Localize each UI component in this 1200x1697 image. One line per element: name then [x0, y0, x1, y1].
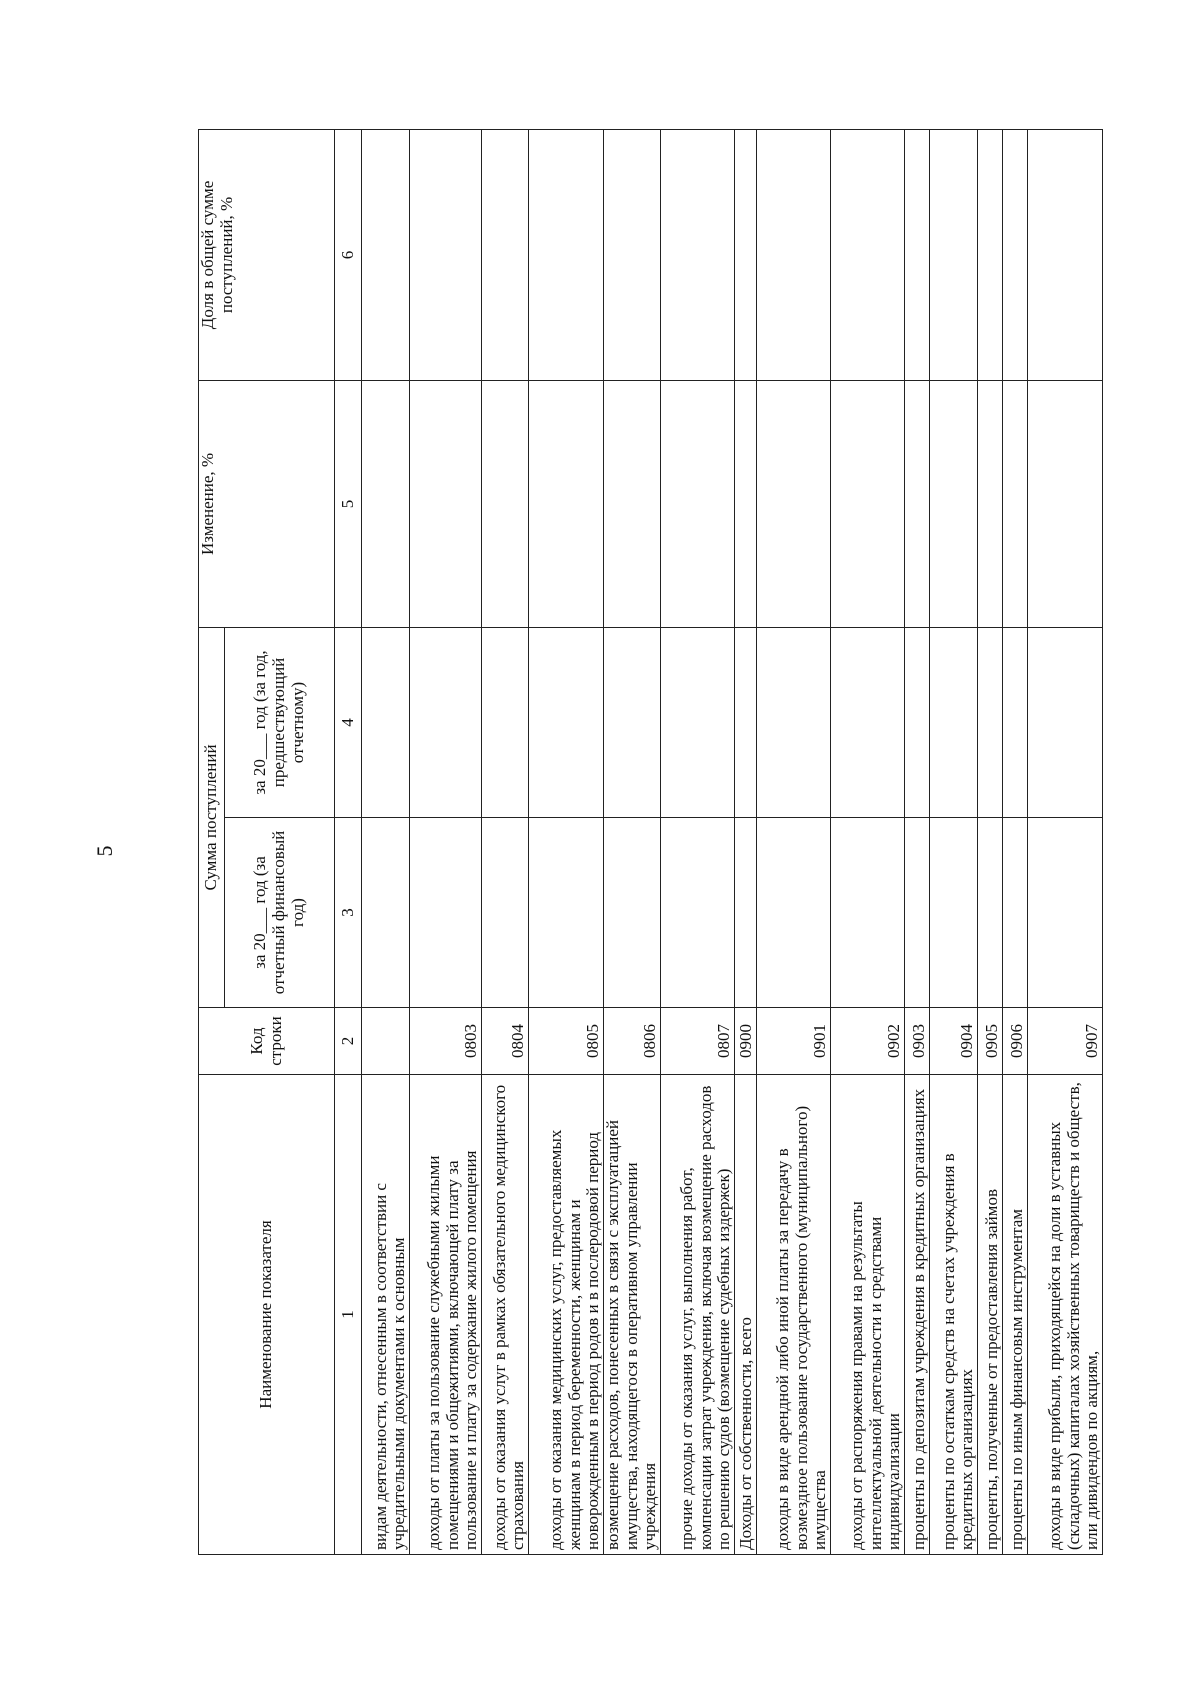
value-change — [604, 380, 661, 627]
row-code: 0803 — [410, 1008, 482, 1075]
column-number: 6 — [335, 129, 362, 380]
table-row — [482, 129, 529, 1554]
value-current — [735, 818, 757, 1008]
value-previous — [757, 627, 831, 817]
value-share — [757, 129, 831, 380]
value-change — [1003, 380, 1028, 627]
row-name: доходы в виде прибыли, приходящейся на доли в уставных (складочных) капиталах хозяйственных товариществ и обществ, или дивидендов по акциям, — [1028, 1075, 1103, 1555]
table-rotated-container — [198, 130, 1102, 1555]
value-current — [905, 818, 930, 1008]
row-code: 0807 — [661, 1008, 735, 1075]
row-code: 0805 — [529, 1008, 604, 1075]
value-change — [905, 380, 930, 627]
value-previous — [930, 627, 978, 817]
value-share — [661, 129, 735, 380]
row-code: 0900 — [735, 1008, 757, 1075]
value-change — [661, 380, 735, 627]
row-name: Доходы от собственности, всего — [735, 1075, 757, 1555]
value-previous — [1003, 627, 1028, 817]
row-code: 0804 — [482, 1008, 529, 1075]
value-current — [482, 818, 529, 1008]
row-name: доходы от платы за пользование служебными жилыми помещениями и общежитиями, включающей плату за пользование и плату за содержание жилого помещения — [410, 1075, 482, 1555]
row-name: проценты по иным финансовым инструментам — [1003, 1075, 1028, 1555]
row-code: 0902 — [831, 1008, 905, 1075]
value-current — [661, 818, 735, 1008]
row-code: 0901 — [757, 1008, 831, 1075]
value-change — [529, 380, 604, 627]
table-row — [529, 129, 604, 1554]
value-previous — [735, 627, 757, 817]
row-name: доходы в виде арендной либо иной платы за передачу в возмездное пользование государственного (муниципального) имущества — [757, 1075, 831, 1555]
value-change — [362, 380, 410, 627]
row-code: 0907 — [1028, 1008, 1103, 1075]
value-previous — [362, 627, 410, 817]
header-name: Наименование показателя — [199, 1075, 335, 1555]
row-name: проценты по остаткам средств на счетах учреждения в кредитных организациях — [930, 1075, 978, 1555]
value-change — [410, 380, 482, 627]
value-previous — [410, 627, 482, 817]
value-share — [604, 129, 661, 380]
value-current — [529, 818, 604, 1008]
value-share — [482, 129, 529, 380]
table-row — [735, 129, 757, 1554]
value-share — [831, 129, 905, 380]
value-previous — [661, 627, 735, 817]
row-name: прочие доходы от оказания услуг, выполнения работ, компенсации затрат учреждения, включая возмещение расходов по решению судов (возмещение судебных издержек) — [661, 1075, 735, 1555]
value-previous — [978, 627, 1003, 817]
table-row — [757, 129, 831, 1554]
value-current — [410, 818, 482, 1008]
value-current — [1003, 818, 1028, 1008]
column-number: 4 — [335, 627, 362, 817]
row-code: 0906 — [1003, 1008, 1028, 1075]
value-share — [1003, 129, 1028, 380]
value-current — [930, 818, 978, 1008]
value-previous — [604, 627, 661, 817]
value-current — [757, 818, 831, 1008]
row-name: проценты, полученные от предоставления займов — [978, 1075, 1003, 1555]
header-sum-previous: за 20___ год (за год, предшествующий отчетному) — [225, 627, 335, 817]
value-change — [978, 380, 1003, 627]
header-code: Код строки — [199, 1008, 335, 1075]
value-current — [831, 818, 905, 1008]
income-table — [198, 129, 1103, 1555]
value-share — [978, 129, 1003, 380]
row-name: возмещение расходов, понесенных в связи с эксплуатацией имущества, находящегося в оперативном управлении учреждения — [604, 1075, 661, 1555]
value-previous — [482, 627, 529, 817]
row-name: проценты по депозитам учреждения в кредитных организациях — [905, 1075, 930, 1555]
table-row — [362, 129, 410, 1554]
header-share: Доля в общей сумме поступлений, % — [199, 129, 335, 380]
value-share — [905, 129, 930, 380]
value-current — [1028, 818, 1103, 1008]
value-change — [482, 380, 529, 627]
column-numbers-row — [335, 129, 362, 1554]
row-name: доходы от оказания медицинских услуг, предоставляемых женщинам в период беременности, женщинам и новорожденным в период родов и в послеродовой период — [529, 1075, 604, 1555]
row-code: 0905 — [978, 1008, 1003, 1075]
value-change — [735, 380, 757, 627]
value-change — [930, 380, 978, 627]
column-number: 1 — [335, 1075, 362, 1555]
value-change — [1028, 380, 1103, 627]
value-current — [604, 818, 661, 1008]
value-previous — [905, 627, 930, 817]
column-number: 2 — [335, 1008, 362, 1075]
row-code — [362, 1008, 410, 1075]
value-share — [930, 129, 978, 380]
value-share — [362, 129, 410, 380]
value-share — [529, 129, 604, 380]
table-row — [978, 129, 1003, 1554]
row-code: 0806 — [604, 1008, 661, 1075]
page-number: 5 — [92, 845, 117, 857]
table-row — [1003, 129, 1028, 1554]
value-previous — [1028, 627, 1103, 817]
row-name: доходы от оказания услуг в рамках обязательного медицинского страхования — [482, 1075, 529, 1555]
value-change — [757, 380, 831, 627]
table-row — [905, 129, 930, 1554]
header-change: Изменение, % — [199, 380, 335, 627]
table-row — [831, 129, 905, 1554]
table-row — [410, 129, 482, 1554]
value-share — [410, 129, 482, 380]
header-sum-group: Сумма поступлений — [199, 627, 225, 1007]
value-previous — [831, 627, 905, 817]
value-previous — [529, 627, 604, 817]
row-code: 0903 — [905, 1008, 930, 1075]
table-row — [604, 129, 661, 1554]
row-name: видам деятельности, отнесенным в соответствии с учредительными документами к основным — [362, 1075, 410, 1555]
row-name: доходы от распоряжения правами на результаты интеллектуальной деятельности и средствами индивидуализации — [831, 1075, 905, 1555]
value-share — [1028, 129, 1103, 380]
column-number: 3 — [335, 818, 362, 1008]
header-sum-current: за 20___ год (за отчетный финансовый год) — [225, 818, 335, 1008]
table-row — [661, 129, 735, 1554]
value-change — [831, 380, 905, 627]
value-current — [978, 818, 1003, 1008]
value-share — [735, 129, 757, 380]
table-row — [1028, 129, 1103, 1554]
value-current — [362, 818, 410, 1008]
column-number: 5 — [335, 380, 362, 627]
row-code: 0904 — [930, 1008, 978, 1075]
table-row — [930, 129, 978, 1554]
